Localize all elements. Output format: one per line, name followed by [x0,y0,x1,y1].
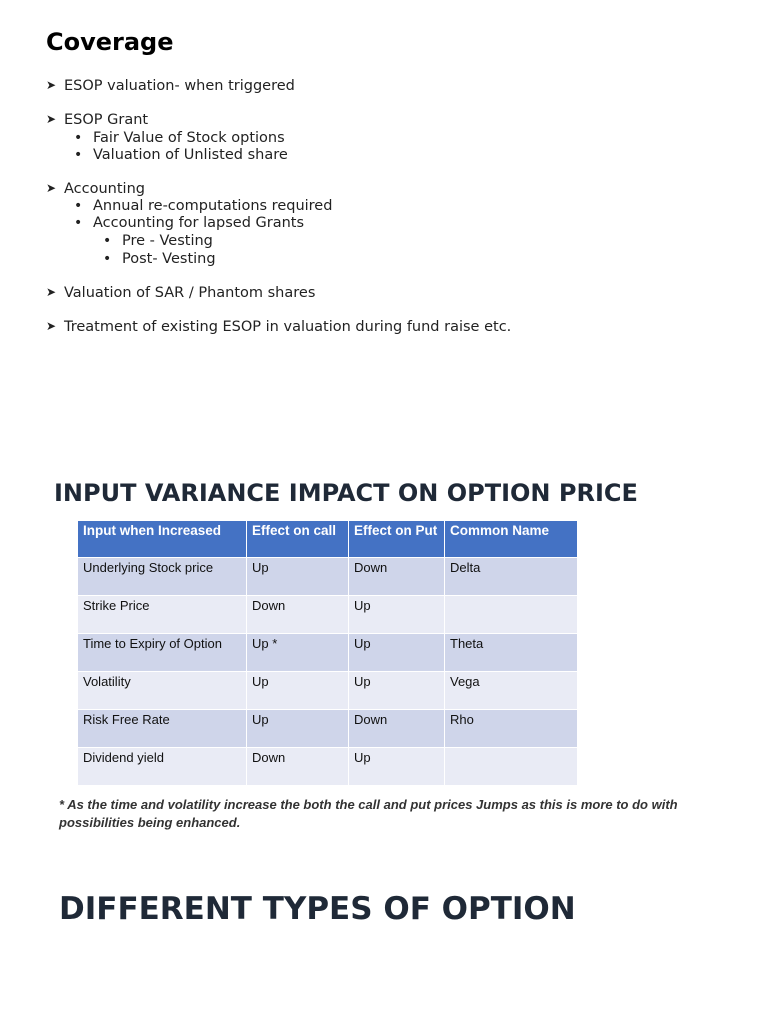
arrow-bullet-icon: ➤ [46,285,57,299]
coverage-subitem-recomputations: Annual re-computations required [93,198,333,214]
table-cell: Up * [247,634,349,672]
column-header-common-name: Common Name [445,521,578,558]
bullet-dot-icon: • [103,251,112,267]
bullet-dot-icon: • [74,198,83,214]
coverage-item-accounting: Accounting [64,181,145,197]
coverage-subitem-lapsed-grants: Accounting for lapsed Grants [93,215,305,231]
variance-table [77,520,578,786]
bullet-dot-icon: • [103,233,112,249]
table-row [78,596,578,634]
table-cell: Up [349,596,445,634]
table-cell: Up [349,634,445,672]
table-cell: Underlying Stock price [78,558,247,596]
bullet-dot-icon: • [74,130,83,146]
coverage-item-sar-phantom: Valuation of SAR / Phantom shares [64,285,316,301]
coverage-subitem-fair-value: Fair Value of Stock options [93,130,285,146]
table-cell: Down [349,558,445,596]
variance-footnote: * As the time and volatility increase the both the call and put prices Jumps as this is more to do with possibilities being enhanced. [59,797,678,830]
table-cell: Down [247,748,349,786]
table-cell [445,748,578,786]
types-section-title: DIFFERENT TYPES OF OPTION [59,891,576,927]
table-cell: Delta [445,558,578,596]
column-header-input: Input when Increased [78,521,247,558]
arrow-bullet-icon: ➤ [46,319,57,333]
table-cell: Up [247,710,349,748]
arrow-bullet-icon: ➤ [46,78,57,92]
table-cell: Volatility [78,672,247,710]
coverage-item-existing-esop: Treatment of existing ESOP in valuation during fund raise etc. [64,319,512,335]
table-cell: Theta [445,634,578,672]
table-cell: Dividend yield [78,748,247,786]
bullet-dot-icon: • [74,147,83,163]
table-row [78,748,578,786]
coverage-subsubitem-post-vesting: Post- Vesting [122,251,216,267]
table-cell: Risk Free Rate [78,710,247,748]
coverage-item-esop-grant: ESOP Grant [64,112,149,128]
table-cell: Rho [445,710,578,748]
coverage-subitem-unlisted-share: Valuation of Unlisted share [93,147,288,163]
column-header-effect-call: Effect on call [247,521,349,558]
coverage-subsubitem-pre-vesting: Pre - Vesting [122,233,213,249]
coverage-item-esop-valuation: ESOP valuation- when triggered [64,78,295,94]
variance-section-title: INPUT VARIANCE IMPACT ON OPTION PRICE [54,479,638,507]
column-header-effect-put: Effect on Put [349,521,445,558]
table-cell: Vega [445,672,578,710]
table-row [78,710,578,748]
table-cell: Up [247,558,349,596]
table-cell: Down [247,596,349,634]
table-row [78,558,578,596]
arrow-bullet-icon: ➤ [46,181,57,195]
table-cell [445,596,578,634]
table-row [78,672,578,710]
table-cell: Strike Price [78,596,247,634]
table-cell: Up [349,748,445,786]
arrow-bullet-icon: ➤ [46,112,57,126]
table-cell: Time to Expiry of Option [78,634,247,672]
table-header-row [78,521,578,558]
coverage-title: Coverage [46,28,174,56]
table-cell: Down [349,710,445,748]
table-row [78,634,578,672]
table-cell: Up [247,672,349,710]
table-cell: Up [349,672,445,710]
bullet-dot-icon: • [74,215,83,231]
